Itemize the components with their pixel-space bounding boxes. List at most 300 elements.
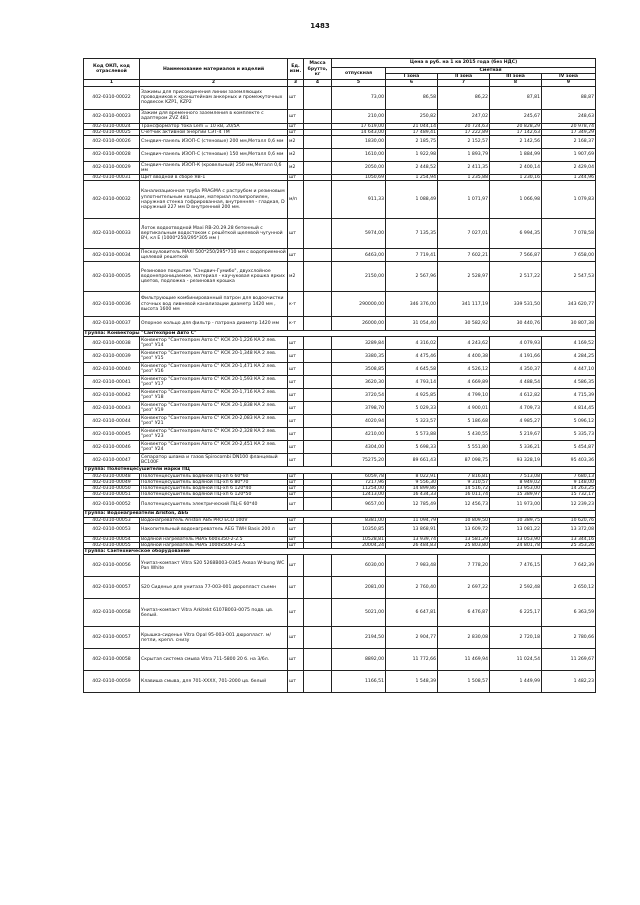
zone-3-price: 17 142,63 [490,129,542,135]
release-price: 2150,00 [332,262,386,292]
zone-2-price: 5 430,55 [438,428,490,441]
item-name: Конвектор "Сантехпром Авто С" КСК 20-2,451 КА 2 лев. "рез" У24 [140,441,288,454]
zone-4-price: 343 620,77 [542,292,596,317]
header-mass: Масса брутто, кг [304,59,332,80]
zone-3-price: 2 400,14 [490,162,542,175]
price-table [83,58,596,693]
table-row [84,671,596,693]
zone-4-price: 20 978,74 [542,123,596,129]
item-name: Щит вводной в сборе ЯВ-1 [140,175,288,181]
item-name: Конвектор "Сантехпром Авто С" КСК 20-2,328 КА 2 лев. "рез" У23 [140,428,288,441]
item-unit: шт [288,109,304,123]
zone-3-price: 4 350,37 [490,363,542,376]
item-unit: шт [288,402,304,415]
zone-3-price: 1 884,99 [490,149,542,162]
table-row [84,376,596,389]
item-unit: шт [288,671,304,693]
item-mass [304,262,332,292]
item-name: Унитаз-компакт Vitra Arkitekt 6107B003-0075 подв. цв. белый. [140,599,288,627]
item-unit: шт [288,536,304,542]
zone-2-price: 5 551,80 [438,441,490,454]
item-mass [304,454,332,467]
zone-3-price: 7 476,15 [490,555,542,577]
zone-2-price: 2 528,97 [438,262,490,292]
release-price: 2194,50 [332,627,386,649]
item-name: Канализационная труба PRAGMA с раструбом и резиновым уплотнительным кольцом, материал полипропилен, наружная стенка гофрированная, внутренняя - гладкая, D наружный 227 мм D внутренний 200 мм. [140,181,288,219]
zone-4-price: 88,87 [542,86,596,109]
item-mass [304,86,332,109]
zone-2-price: 1 893,79 [438,149,490,162]
release-price: 11254,00 [332,486,386,492]
item-code: 402-0310-00055 [84,543,140,549]
zone-2-price: 7 602,21 [438,249,490,262]
table-row [84,249,596,262]
zone-3-price: 15 389,97 [490,492,542,498]
zone-3-price: 1 066,98 [490,181,542,219]
table-row [84,402,596,415]
zone-2-price: 10 809,50 [438,517,490,523]
item-unit: м/п [288,181,304,219]
zone-1-price: 6 647,81 [386,599,438,627]
item-name: Зажимы для присоединения линии заземляющих проводников к кронштейнам анкерных и промежуточных подвесок KZP1, KZP2 [140,86,288,109]
item-unit: шт [288,517,304,523]
item-name: Сепаратор шлама и газов Spirocombi DN100 фланцевый BC100F [140,454,288,467]
item-unit: шт [288,498,304,511]
zone-2-price: 17 222,89 [438,129,490,135]
zone-1-price: 7 983,48 [386,555,438,577]
release-price: 5021,00 [332,599,386,627]
zone-3-price: 87,81 [490,86,542,109]
header-unit: Ед. изм. [288,59,304,80]
release-price: 8381,00 [332,517,386,523]
zone-3-price: 2 517,22 [490,262,542,292]
item-name: Водонагреватель Ariston ABS PRO ECO 100V [140,517,288,523]
item-mass [304,109,332,123]
zone-1-price: 1 548,39 [386,671,438,693]
item-name: Лоток водоотводной Maxi RB-20.29.28 бетонный с вертикальным водостоком с решёткой щелевой чугунной ВЧ, кл Е (1000*250/295*305 мм ) [140,219,288,249]
column-number: 4 [304,80,332,86]
column-number: 7 [438,80,490,86]
table-row [84,149,596,162]
item-code: 402-0310-00023 [84,109,140,123]
table-row [84,428,596,441]
item-name: Конвектор "Сантехпром Авто С" КСК 20-1,838 КА 2 лев. "рез" У19 [140,402,288,415]
item-code: 402-0310-00053 [84,517,140,523]
zone-2-price: 2 152,57 [438,136,490,149]
item-code: 402-0310-00022 [84,86,140,109]
item-code: 402-0310-00058 [84,649,140,671]
zone-1-price: 13 939,74 [386,536,438,542]
zone-2-price: 341 117,19 [438,292,490,317]
zone-3-price: 245,67 [490,109,542,123]
zone-1-price: 2 567,96 [386,262,438,292]
zone-2-price: 2 830,08 [438,627,490,649]
zone-4-price: 1 079,83 [542,181,596,219]
zone-1-price: 250,82 [386,109,438,123]
item-name: Накопительный водонагреватель AEG TWH Basis 200 л [140,523,288,536]
zone-2-price: 4 400,38 [438,350,490,363]
table-row [84,649,596,671]
item-mass [304,136,332,149]
item-code: 402-0310-00043 [84,402,140,415]
table-row [84,162,596,175]
item-name: Водяной нагреватель PBAS 600x350-2-2.5 [140,536,288,542]
release-price: 4020,94 [332,415,386,428]
zone-3-price: 1 449,99 [490,671,542,693]
zone-2-price: 5 186,68 [438,415,490,428]
group-title: Группа: Водонагреватели Ariston, AEG [84,511,596,517]
zone-3-price: 11 973,00 [490,498,542,511]
zone-3-price: 4 191,66 [490,350,542,363]
release-price: 26000,00 [332,317,386,331]
header-zone-2: II зона [438,74,490,80]
zone-1-price: 5 323,57 [386,415,438,428]
item-name: Клавиша смыва, для 701-XXXX, 701-2000 цв. белый [140,671,288,693]
table-row [84,627,596,649]
zone-3-price: 7 513,08 [490,473,542,479]
item-code: 402-0310-00033 [84,219,140,249]
table-row [84,389,596,402]
zone-4-price: 2 650,12 [542,577,596,599]
zone-4-price: 7 642,39 [542,555,596,577]
item-name: Конвектор "Сантехпром Авто С" КСК 20-2,083 КА 2 лев. "рез" У21 [140,415,288,428]
zone-3-price: 24 801,78 [490,543,542,549]
zone-4-price: 9 148,00 [542,479,596,485]
item-code: 402-0310-00035 [84,262,140,292]
zone-1-price: 86,58 [386,86,438,109]
column-number: 3 [288,80,304,86]
item-mass [304,363,332,376]
zone-3-price: 4 488,54 [490,376,542,389]
item-code: 402-0310-00031 [84,175,140,181]
item-code: 402-0310-00037 [84,317,140,331]
release-price: 290000,00 [332,292,386,317]
table-row [84,262,596,292]
zone-1-price: 2 448,52 [386,162,438,175]
zone-4-price: 17 349,29 [542,129,596,135]
header-estimate: Сметная [386,68,596,74]
item-mass [304,555,332,577]
item-code: 402-0310-00040 [84,363,140,376]
release-price: 4304,00 [332,441,386,454]
zone-4-price: 6 363,59 [542,599,596,627]
zone-4-price: 7 658,00 [542,249,596,262]
item-code: 402-0310-00038 [84,337,140,350]
zone-2-price: 87 098,75 [438,454,490,467]
item-unit: м2 [288,262,304,292]
item-unit: шт [288,389,304,402]
column-number: 9 [542,80,596,86]
item-mass [304,376,332,389]
table-row [84,415,596,428]
zone-4-price: 2 547,53 [542,262,596,292]
zone-2-price: 1 508,57 [438,671,490,693]
item-code: 402-0310-00050 [84,486,140,492]
table-row [84,337,596,350]
zone-1-price: 14 899,86 [386,486,438,492]
release-price: 3289,84 [332,337,386,350]
item-mass [304,317,332,331]
item-mass [304,428,332,441]
table-row [84,363,596,376]
item-name: Сэндвич-панель ИЗОП-С (стеновые) 200 мм,Металл 0,6 мм [140,136,288,149]
zone-3-price: 30 440,76 [490,317,542,331]
header-release: отпускная [332,68,386,80]
zone-3-price: 20 828,29 [490,123,542,129]
item-code: 402-0310-00044 [84,415,140,428]
item-mass [304,219,332,249]
item-name: Резиновое покрытие "Сэндвич-Гумибо", двухслойное водонепроницаемое, материал - каучуковая крошка ярких цветов, подложка - резиновая крошка [140,262,288,292]
zone-3-price: 1 230,16 [490,175,542,181]
zone-4-price: 4 284,25 [542,350,596,363]
zone-1-price: 4 316,02 [386,337,438,350]
release-price: 6030,00 [332,555,386,577]
column-number: 6 [386,80,438,86]
item-unit: шт [288,473,304,479]
zone-2-price: 4 243,62 [438,337,490,350]
zone-2-price: 86,22 [438,86,490,109]
zone-3-price: 4 709,73 [490,402,542,415]
header-zone-3: III зона [490,74,542,80]
zone-4-price: 13 344,16 [542,536,596,542]
zone-3-price: 13 953,00 [490,486,542,492]
item-unit: шт [288,249,304,262]
item-mass [304,523,332,536]
zone-1-price: 1 922,98 [386,149,438,162]
zone-1-price: 16 434,33 [386,492,438,498]
zone-3-price: 13 053,90 [490,536,542,542]
item-name: Полотенцесушитель водяной ПЦ-хп 6 120*40 [140,486,288,492]
zone-1-price: 2 760,40 [386,577,438,599]
zone-4-price: 11 269,67 [542,649,596,671]
item-unit: шт [288,454,304,467]
zone-2-price: 4 669,89 [438,376,490,389]
zone-4-price: 1 244,96 [542,175,596,181]
table-row [84,441,596,454]
item-unit: шт [288,555,304,577]
table-row [84,86,596,109]
zone-4-price: 7 078,58 [542,219,596,249]
item-code: 402-0310-00026 [84,136,140,149]
release-price: 3508,85 [332,363,386,376]
header-zone-4: IV зона [542,74,596,80]
release-price: 2050,00 [332,162,386,175]
item-name: Трансформатор тока Lem = 10 кВ, 20/5А [140,123,288,129]
item-name: Полотенцесушитель электрический ПЦ-Е 60*40 [140,498,288,511]
item-unit: шт [288,428,304,441]
group-title: Группа: Полотенцесушители марки ПЦ [84,467,596,473]
zone-1-price: 13 868,91 [386,523,438,536]
page-number: 1483 [310,22,330,30]
item-name: Полотенцесушитель водяной ПЦ-хп 6 80*70 [140,479,288,485]
release-price: 75275,20 [332,454,386,467]
table-row [84,136,596,149]
item-mass [304,149,332,162]
item-name: Конвектор "Сантехпром Авто С" КСК 20-1,593 КА 2 лев. "рез" У17 [140,376,288,389]
zone-3-price: 2 592,48 [490,577,542,599]
zone-3-price: 6 225,17 [490,599,542,627]
zone-3-price: 4 612,82 [490,389,542,402]
item-code: 402-0310-00052 [84,498,140,511]
zone-4-price: 13 372,08 [542,523,596,536]
zone-3-price: 2 142,56 [490,136,542,149]
release-price: 8892,00 [332,649,386,671]
zone-2-price: 13 609,72 [438,523,490,536]
zone-2-price: 1 071,97 [438,181,490,219]
zone-4-price: 14 263,25 [542,486,596,492]
item-code: 402-0310-00053 [84,523,140,536]
zone-1-price: 346 376,00 [386,292,438,317]
item-unit: шт [288,350,304,363]
item-unit: шт [288,599,304,627]
zone-1-price: 2 904,77 [386,627,438,649]
header-name: Наименование материалов и изделий [140,59,288,80]
item-mass [304,441,332,454]
item-mass [304,292,332,317]
zone-1-price: 5 698,33 [386,441,438,454]
item-unit: шт [288,577,304,599]
release-price: 12413,00 [332,492,386,498]
zone-1-price: 4 475,46 [386,350,438,363]
item-unit: шт [288,129,304,135]
zone-2-price: 2 697,22 [438,577,490,599]
table-row [84,523,596,536]
item-code: 402-0310-00049 [84,479,140,485]
item-code: 402-0310-00036 [84,292,140,317]
zone-4-price: 2 429,04 [542,162,596,175]
item-code: 402-0310-00039 [84,350,140,363]
item-mass [304,415,332,428]
item-code: 402-0310-00057 [84,627,140,649]
zone-4-price: 4 814,45 [542,402,596,415]
zone-2-price: 25 803,80 [438,543,490,549]
zone-1-price: 4 925,85 [386,389,438,402]
release-price: 1830,00 [332,136,386,149]
item-code: 402-0310-00045 [84,428,140,441]
zone-4-price: 95 403,36 [542,454,596,467]
item-unit: шт [288,219,304,249]
item-mass [304,627,332,649]
zone-1-price: 4 645,58 [386,363,438,376]
item-unit: м2 [288,149,304,162]
zone-1-price: 17 489,41 [386,129,438,135]
zone-3-price: 2 720,18 [490,627,542,649]
item-code: 402-0310-00024 [84,123,140,129]
release-price: 17 619,00 [332,123,386,129]
zone-1-price: 11 094,79 [386,517,438,523]
zone-3-price: 93 328,19 [490,454,542,467]
zone-4-price: 25 353,26 [542,543,596,549]
item-name: Сэндвич-панель ИЗОП-К (кровельный) 250 мм,Металл 0,6 мм [140,162,288,175]
release-price: 9657,00 [332,498,386,511]
zone-2-price: 12 456,73 [438,498,490,511]
item-unit: шт [288,649,304,671]
zone-4-price: 30 807,38 [542,317,596,331]
item-unit: шт [288,363,304,376]
item-name: Конвектор "Сантехпром Авто С" КСК 20-1,226 КА 2 лев. "рез" У14 [140,337,288,350]
table-row [84,599,596,627]
item-code: 402-0310-00034 [84,249,140,262]
table-row [84,109,596,123]
item-unit: шт [288,441,304,454]
zone-1-price: 4 793,14 [386,376,438,389]
zone-2-price: 20 724,63 [438,123,490,129]
zone-3-price: 7 566,87 [490,249,542,262]
item-mass [304,671,332,693]
item-mass [304,162,332,175]
release-price: 5974,00 [332,219,386,249]
column-number: 8 [490,80,542,86]
zone-4-price: 5 096,12 [542,415,596,428]
item-name: Конвектор "Сантехпром Авто С" КСК 20-1,716 КА 2 лев. "рез" У18 [140,389,288,402]
item-name: Конвектор "Сантехпром Авто С" КСК 20-1,348 КА 2 лев. "рез" У15 [140,350,288,363]
release-price: 10350,85 [332,523,386,536]
item-unit: шт [288,479,304,485]
zone-1-price: 31 054,40 [386,317,438,331]
zone-4-price: 5 454,87 [542,441,596,454]
zone-1-price: 12 785,49 [386,498,438,511]
zone-2-price: 7 816,81 [438,473,490,479]
zone-3-price: 4 079,93 [490,337,542,350]
zone-1-price: 2 185,75 [386,136,438,149]
zone-1-price: 9 556,30 [386,479,438,485]
item-code: 402-0310-00051 [84,492,140,498]
header-code: Код ОКП, код отраслевой [84,59,140,80]
release-price: 3720,54 [332,389,386,402]
item-mass [304,181,332,219]
item-code: 402-0310-00059 [84,671,140,693]
item-unit: шт [288,486,304,492]
release-price: 1050,69 [332,175,386,181]
item-unit: м2 [288,136,304,149]
release-price: 3798,70 [332,402,386,415]
item-name: Опорное кольцо для фильтр - патрона диаметр 1420 мм [140,317,288,331]
table-row [84,577,596,599]
release-price: 1610,00 [332,149,386,162]
item-mass [304,577,332,599]
zone-4-price: 2 168,37 [542,136,596,149]
item-unit: шт [288,523,304,536]
release-price: 4210,00 [332,428,386,441]
column-number: 5 [332,80,386,86]
release-price: 3380,35 [332,350,386,363]
zone-2-price: 1 235,88 [438,175,490,181]
release-price: 210,00 [332,109,386,123]
zone-2-price: 7 778,20 [438,555,490,577]
item-unit: шт [288,337,304,350]
item-code: 402-0310-00025 [84,129,140,135]
zone-2-price: 4 799,10 [438,389,490,402]
item-code: 402-0310-00058 [84,599,140,627]
header-zone-1: I зона [386,74,438,80]
item-mass [304,389,332,402]
table-row [84,498,596,511]
release-price: 6463,00 [332,249,386,262]
item-name: Сэндвич-панель ИЗОП-С (стеновые) 150 мм,Металл 0,6 мм [140,149,288,162]
item-unit: к-т [288,317,304,331]
item-name: Фильтрующие комбинированный патрон для водоочистки сточных вод ливневой канализации диаметр 1420 мм , высота 1600 мм [140,292,288,317]
release-price: 73,00 [332,86,386,109]
item-mass [304,498,332,511]
item-code: 402-0310-00057 [84,577,140,599]
zone-2-price: 16 011,74 [438,492,490,498]
table-body [84,86,596,693]
item-code: 402-0310-00028 [84,149,140,162]
item-mass [304,649,332,671]
column-number: 2 [140,80,288,86]
table-row [84,292,596,317]
zone-4-price: 15 732,17 [542,492,596,498]
